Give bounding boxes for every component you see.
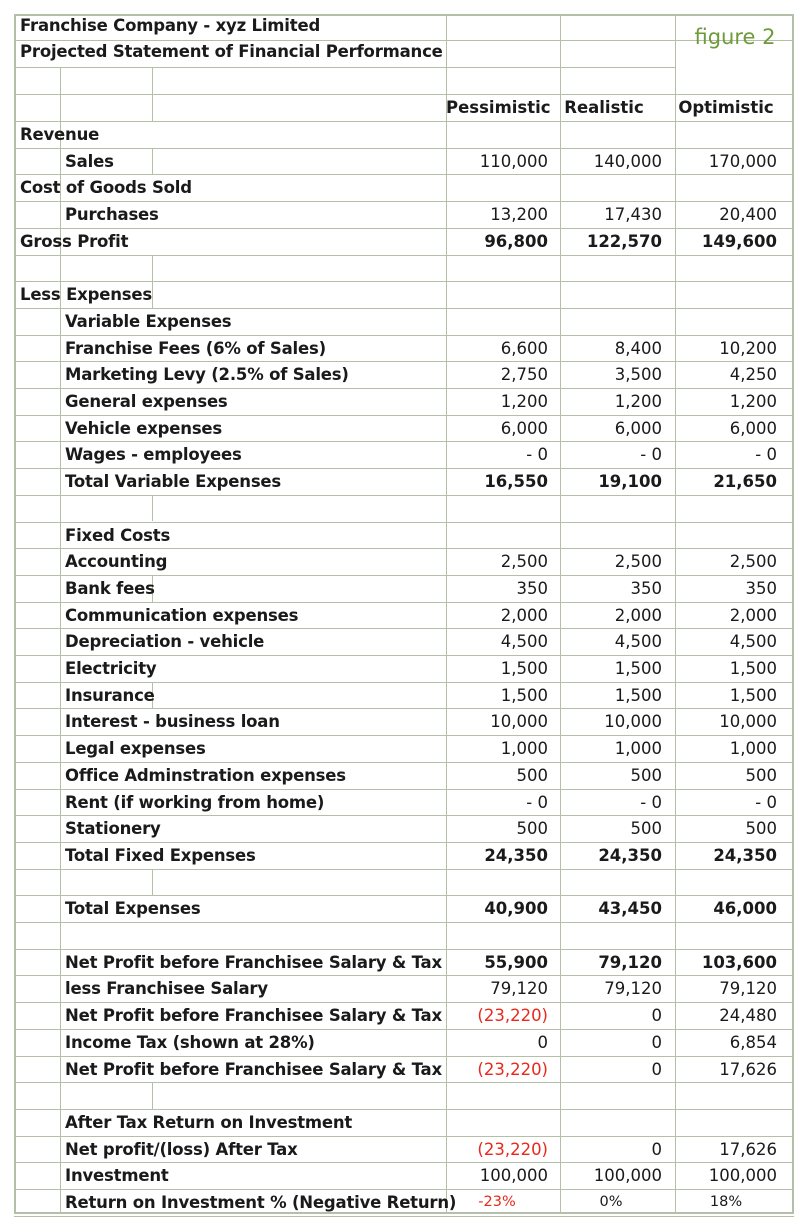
row-label: Revenue [20, 125, 100, 144]
pessimistic-value: - 0 [526, 792, 548, 812]
pessimistic-value [446, 121, 548, 148]
realistic-value: 19,100 [598, 472, 662, 492]
pessimistic-value: 100,000 [479, 1166, 548, 1186]
row-label: Return on Investment % (Negative Return) [65, 1193, 457, 1212]
optimistic-value: 2,500 [729, 552, 777, 572]
table-row [0, 148, 806, 175]
pessimistic-value: (23,220) [477, 1006, 548, 1026]
row-label: Net Profit before Franchisee Salary & Tax [65, 1006, 442, 1026]
optimistic-value: 6,000 [729, 418, 777, 438]
table-row [0, 815, 806, 842]
table-row [0, 228, 806, 255]
realistic-value: 17,430 [604, 205, 662, 225]
pessimistic-value: 1,000 [500, 739, 548, 759]
optimistic-value: 500 [745, 819, 777, 839]
optimistic-value: 6,854 [729, 1032, 777, 1052]
optimistic-value: 1,500 [729, 685, 777, 705]
pessimistic-value: 16,550 [484, 472, 548, 492]
optimistic-value: 1,500 [729, 659, 777, 678]
table-row [0, 174, 806, 201]
table-row [0, 628, 806, 655]
table-row [0, 201, 806, 228]
optimistic-value: 4,500 [729, 632, 777, 652]
realistic-value [560, 869, 662, 896]
table-row [0, 869, 806, 896]
row-label: Variable Expenses [65, 311, 232, 331]
pessimistic-value: 1,500 [500, 659, 548, 678]
table-row [0, 281, 806, 308]
table-row [0, 1189, 806, 1216]
pessimistic-value: -23% [478, 1194, 516, 1210]
table-row [0, 895, 806, 922]
pessimistic-value [446, 922, 548, 949]
row-label: Purchases [65, 205, 159, 225]
optimistic-value [675, 174, 777, 201]
realistic-value [560, 281, 662, 308]
optimistic-value: - 0 [755, 792, 777, 812]
pessimistic-value [446, 495, 548, 522]
table-row [0, 1136, 806, 1163]
table-row [0, 602, 806, 629]
table-row [0, 522, 806, 549]
optimistic-value: 24,480 [719, 1006, 777, 1026]
realistic-value: 0% [599, 1194, 623, 1210]
column-header-realistic: Realistic [564, 98, 644, 117]
table-row [0, 1109, 806, 1136]
table-row [0, 708, 806, 735]
column-header-optimistic: Optimistic [678, 98, 774, 117]
realistic-value [560, 255, 662, 282]
realistic-value: - 0 [640, 445, 662, 465]
realistic-value: 1,200 [614, 392, 662, 411]
row-label: Interest - business loan [65, 712, 280, 732]
optimistic-value: 17,626 [719, 1139, 777, 1159]
row-label: Franchise Fees (6% of Sales) [65, 338, 326, 358]
pessimistic-value: (23,220) [477, 1139, 548, 1159]
row-label: Vehicle expenses [65, 418, 223, 438]
realistic-value [560, 1109, 662, 1136]
optimistic-value: 500 [745, 765, 777, 785]
table-row [0, 308, 806, 335]
optimistic-value: 10,000 [719, 712, 777, 732]
realistic-value: 0 [651, 1006, 662, 1026]
table-row [0, 388, 806, 415]
optimistic-value: 21,650 [713, 472, 777, 492]
row-label: Office Adminstration expenses [65, 765, 346, 785]
realistic-value: 43,450 [598, 899, 662, 919]
pessimistic-value [446, 308, 548, 335]
optimistic-value: 79,120 [719, 979, 777, 999]
optimistic-value [675, 121, 777, 148]
table-row [0, 415, 806, 442]
pessimistic-value: 110,000 [479, 151, 548, 171]
realistic-value: 10,000 [604, 712, 662, 732]
table-row [0, 655, 806, 682]
realistic-value [560, 308, 662, 335]
optimistic-value: 17,626 [719, 1059, 777, 1079]
realistic-value: 1,500 [614, 685, 662, 705]
row-label: Cost of Goods Sold [20, 178, 192, 198]
row-label: Rent (if working from home) [65, 792, 325, 812]
optimistic-value: - 0 [755, 445, 777, 465]
realistic-value: - 0 [640, 792, 662, 812]
row-label: Accounting [65, 552, 168, 572]
row-label: Net profit/(loss) After Tax [65, 1139, 298, 1159]
table-row [0, 495, 806, 522]
row-label: General expenses [65, 392, 228, 411]
realistic-value [560, 1082, 662, 1109]
optimistic-value: 20,400 [719, 205, 777, 225]
row-label: Total Fixed Expenses [65, 845, 256, 865]
pessimistic-value [446, 174, 548, 201]
optimistic-value [675, 522, 777, 549]
column-header-row [0, 94, 806, 121]
realistic-value: 0 [651, 1139, 662, 1159]
pessimistic-value: 13,200 [490, 205, 548, 225]
table-row [0, 1056, 806, 1083]
pessimistic-value: 0 [537, 1032, 548, 1052]
optimistic-value: 350 [745, 578, 777, 598]
optimistic-value [675, 1082, 777, 1109]
pessimistic-value: 4,500 [500, 632, 548, 652]
pessimistic-value: 6,000 [500, 418, 548, 438]
figure-label: figure 2 [694, 25, 776, 49]
optimistic-value [675, 255, 777, 282]
realistic-value: 2,000 [614, 605, 662, 625]
table-row [0, 361, 806, 388]
table-row [0, 468, 806, 495]
pessimistic-value: 2,750 [500, 365, 548, 385]
realistic-value: 122,570 [586, 231, 662, 251]
pessimistic-value: 6,600 [500, 338, 548, 358]
row-label: Wages - employees [65, 445, 242, 465]
row-label: Legal expenses [65, 739, 206, 759]
pessimistic-value: 2,500 [500, 552, 548, 572]
table-row [0, 121, 806, 148]
table-row [0, 922, 806, 949]
realistic-value: 140,000 [593, 151, 662, 171]
pessimistic-value: 55,900 [484, 952, 548, 972]
optimistic-value: 103,600 [701, 952, 777, 972]
row-label: Communication expenses [65, 605, 299, 625]
optimistic-value: 1,000 [729, 739, 777, 759]
row-label: Net Profit before Franchisee Salary & Tax [65, 952, 442, 972]
row-label: Gross Profit [20, 231, 129, 251]
pessimistic-value: (23,220) [477, 1059, 548, 1079]
pessimistic-value: 40,900 [484, 899, 548, 919]
table-row [0, 949, 806, 976]
table-row [0, 842, 806, 869]
realistic-value: 500 [630, 765, 662, 785]
realistic-value [560, 121, 662, 148]
row-label: Total Variable Expenses [65, 472, 282, 492]
row-label: Total Expenses [65, 899, 201, 919]
realistic-value [560, 174, 662, 201]
realistic-value: 500 [630, 819, 662, 839]
table-row [0, 548, 806, 575]
column-header-pessimistic: Pessimistic [446, 98, 551, 117]
table-row [0, 255, 806, 282]
pessimistic-value [446, 869, 548, 896]
table-row [0, 1082, 806, 1109]
optimistic-value: 46,000 [713, 899, 777, 919]
optimistic-value: 10,200 [719, 338, 777, 358]
optimistic-value: 1,200 [729, 392, 777, 411]
realistic-value: 2,500 [614, 552, 662, 572]
pessimistic-value: 1,200 [500, 392, 548, 411]
table-row [0, 1002, 806, 1029]
optimistic-value: 24,350 [713, 845, 777, 865]
pessimistic-value [446, 522, 548, 549]
optimistic-value [675, 1109, 777, 1136]
table-row [0, 575, 806, 602]
realistic-value: 3,500 [614, 365, 662, 385]
realistic-value: 1,500 [614, 659, 662, 678]
row-label: Marketing Levy (2.5% of Sales) [65, 365, 349, 385]
realistic-value [560, 922, 662, 949]
row-label: Bank fees [65, 578, 155, 598]
company-title: Franchise Company - xyz Limited [20, 16, 321, 35]
row-label: After Tax Return on Investment [65, 1112, 353, 1132]
realistic-value: 350 [630, 578, 662, 598]
realistic-value: 1,000 [614, 739, 662, 759]
pessimistic-value: 500 [516, 765, 548, 785]
optimistic-value [675, 495, 777, 522]
row-label: Investment [65, 1166, 169, 1186]
row-label: Net Profit before Franchisee Salary & Tax [65, 1059, 442, 1079]
table-row [0, 335, 806, 362]
optimistic-value [675, 308, 777, 335]
optimistic-value [675, 281, 777, 308]
pessimistic-value: 500 [516, 819, 548, 839]
pessimistic-value [446, 281, 548, 308]
optimistic-value: 149,600 [701, 231, 777, 251]
realistic-value [560, 522, 662, 549]
table-row [0, 975, 806, 1002]
realistic-value [560, 495, 662, 522]
optimistic-value: 18% [709, 1194, 743, 1210]
table-row [0, 682, 806, 709]
row-label: Insurance [65, 685, 155, 705]
table-row [0, 735, 806, 762]
pessimistic-value: 96,800 [484, 231, 548, 251]
table-row [0, 1029, 806, 1056]
pessimistic-value: - 0 [526, 445, 548, 465]
realistic-value: 79,120 [598, 952, 662, 972]
pessimistic-value [446, 1109, 548, 1136]
realistic-value: 24,350 [598, 845, 662, 865]
pessimistic-value: 1,500 [500, 685, 548, 705]
pessimistic-value [446, 1082, 548, 1109]
row-label: Stationery [65, 819, 161, 839]
realistic-value: 8,400 [614, 338, 662, 358]
pessimistic-value: 79,120 [490, 979, 548, 999]
realistic-value: 0 [651, 1032, 662, 1052]
optimistic-value: 4,250 [729, 365, 777, 385]
pessimistic-value: 10,000 [490, 712, 548, 732]
realistic-value: 100,000 [593, 1166, 662, 1186]
statement-title: Projected Statement of Financial Performance [20, 42, 443, 61]
table-row [0, 789, 806, 816]
row-label: less Franchisee Salary [65, 979, 268, 999]
row-label: Electricity [65, 659, 157, 678]
table-row [0, 1162, 806, 1189]
row-label: Income Tax (shown at 28%) [65, 1032, 315, 1052]
optimistic-value: 170,000 [708, 151, 777, 171]
optimistic-value: 2,000 [729, 605, 777, 625]
pessimistic-value: 350 [516, 578, 548, 598]
table-row [0, 441, 806, 468]
row-label: Depreciation - vehicle [65, 632, 265, 652]
realistic-value: 6,000 [614, 418, 662, 438]
realistic-value: 0 [651, 1059, 662, 1079]
realistic-value: 4,500 [614, 632, 662, 652]
realistic-value: 79,120 [604, 979, 662, 999]
pessimistic-value [446, 255, 548, 282]
row-label: Less Expenses [20, 285, 152, 305]
grid-hline [14, 67, 676, 68]
pessimistic-value: 2,000 [500, 605, 548, 625]
row-label: Fixed Costs [65, 525, 171, 545]
row-label: Sales [65, 151, 114, 171]
table-row [0, 762, 806, 789]
pessimistic-value: 24,350 [484, 845, 548, 865]
optimistic-value [675, 869, 777, 896]
optimistic-value [675, 922, 777, 949]
optimistic-value: 100,000 [708, 1166, 777, 1186]
